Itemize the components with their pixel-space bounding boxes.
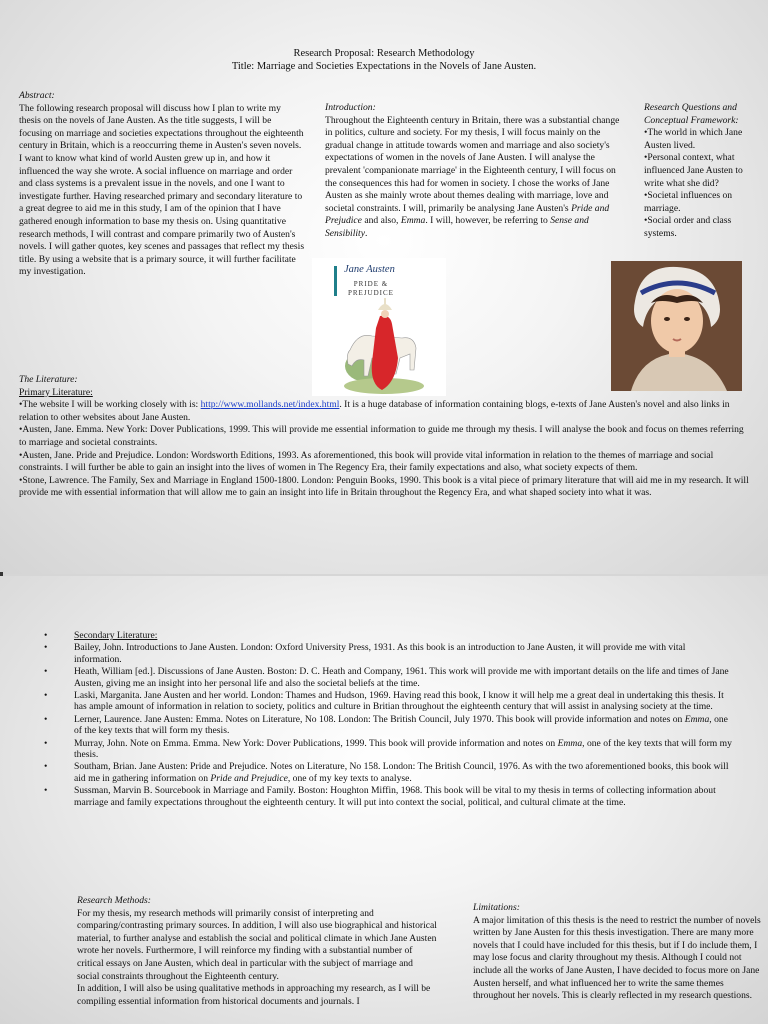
abstract-text: The following research proposal will discuss how I plan to write my thesis on the novels of Jane Austen. As the title suggests, I will be focusing on marriage and societies expectations throughout the eighteenth century in Britain, which is a reoccurring theme in Austen's seven novels. I want to know what kind of world Austen grew up in, and how it influenced the way she wrote. A social influence on marriage and order and class systems is a prevalent issue in the novels, and one I want to investigate further. Having researched primary and secondary literature to a great degree to aid me in this study, I am of the opinion that I have gathered enough information to base my thesis on. Using quantitative research methods, I will contrast and compare primarily two of Austen's novels. I will gather quotes, key scenes and passages that reflect my thesis title. By using a website that is a primary source, it will further facilitate my investigation. (19, 102, 305, 278)
introduction-heading: Introduction: (325, 102, 376, 113)
cover-author: Jane Austen (344, 264, 395, 275)
rq-item: •The world in which Jane Austen lived. (644, 127, 743, 151)
secondary-literature-item: • Murray, John. Note on Emma. Emma. New York: Dover Publications, 1999. This book will provide information and notes on Emma, one of the key texts that will form my thesis. (44, 738, 734, 761)
primary-literature-heading: Primary Literature: (19, 386, 93, 398)
secondary-literature-item: • Bailey, John. Introductions to Jane Austen. London: Oxford University Press, 1931. As this book is an introduction to Jane Austen, it will provide me with vital information. (44, 642, 734, 665)
secondary-literature-item: • Laski, Marganita. Jane Austen and her world. London: Thames and Hudson, 1969. Having read this book, I know it will help me a great deal in undertaking this thesis. It has ample amount of information in relation to society, politics and culture in Britian throughout the eighteenth century that will assist in analysing society at the time. (44, 690, 734, 713)
secondary-literature-item: • Lerner, Laurence. Jane Austen: Emma. Notes on Literature, No 108. London: The British Council, July 1970. This book will provide information and notes on Emma, one of the key texts that will form my thesis. (44, 714, 734, 737)
research-methods-text-2: In addition, I will also be using qualitative methods in approaching my research, as I will be compiling essential information from historical documents and journals. I (77, 983, 431, 1007)
primary-literature-item: •Austen, Jane. Pride and Prejudice. London: Wordsworth Editions, 1993. As aforementioned, this book will provide vital information in relation to the themes of marriage and social constraints. I will further be able to gain an insight into the lives of women in The Regency Era, their family expectations and also, what society expects of them. (19, 449, 714, 474)
primary-literature-item: •Stone, Lawrence. The Family, Sex and Marriage in England 1500-1800. London: Penguin Books, 1990. This book is a vital piece of primary literature that will aid me in my research. It will provide me with essential information that will allow me to gain an insight into life in Britain throughout the Regency Era, and what shaped society into what it was. (19, 474, 749, 499)
rq-item: •Societal influences on marriage. (644, 190, 733, 214)
secondary-literature-item: • Sussman, Marvin B. Sourcebook in Marriage and Family. Boston: Houghton Miffin, 1968. This book will be vital to my thesis in terms of collecting information about marriage and family expectations throughout the eighteenth century. It will put into context the social, political, and cultural climate at the time. (44, 785, 734, 808)
portrait-illustration (611, 261, 742, 391)
primary-literature-item: •Austen, Jane. Emma. New York: Dover Publications, 1999. This will provide me essential information to guide me through my thesis. I will analyse the book and focus on themes referring to marriage and societal constraints. (19, 424, 744, 448)
research-questions-section (644, 102, 762, 241)
research-methods-section (77, 895, 437, 1024)
abstract-section (19, 90, 305, 279)
secondary-literature-heading: • Secondary Literature: (44, 630, 734, 641)
research-methods-text-1: For my thesis, my research methods will primarily consist of interpreting and comparing/contrasting primary sources. In addition, I will also use biographical and historical material, to further analyse and establish the social and political climate in which Jane Austen wrote her novels. Furthermore, I will reinforce my finding with a substantial number of critical essays on Jane Austen, which deal in particular with the subject of marriage and social constraints throughout the Eighteenth century. (77, 907, 437, 982)
jane-austen-portrait-image (611, 261, 742, 391)
proposal-title (0, 47, 768, 73)
literature-heading: The Literature: (19, 374, 78, 385)
rq-item: •Social order and class systems. (644, 215, 732, 239)
limitations-text: A major limitation of this thesis is the need to restrict the number of novels written by Jane Austen for this thesis investigation. There are many more novels that I could have included for this thesis, but if I do include them, I may lose focus and clarity throughout my thesis. Although I could not include all the works of Jane Austen, I have decided to focus more on Jane Austen herself, and what influenced her to write the same themes throughout her novels. This is clearly reflected in my research questions. (473, 914, 761, 1002)
secondary-literature-list (44, 630, 734, 809)
research-methods-heading: Research Methods: (77, 895, 151, 906)
website-item: •The website I will be working closely with is: http://www.mollands.net/index.html. It is a huge database of information containing blogs, e-texts of Jane Austen's novel and also links in relation to other websites about Jane Austen. (19, 399, 730, 423)
introduction-text: Throughout the Eighteenth century in Britain, there was a substantial change in politics, culture and society. For my thesis, I will focus mainly on the gradual change in attitude towards women and marriage and also society's expectations of women in the novels of Jane Austen. I will analyse the prevalent 'companionate marriage' in the Eighteenth century, I will focus on the consequences this had for women in society. I chose the works of Jane Austen as she mainly wrote about themes dealing with marriage, love and societal constraints. I will, primarily be analysing Jane Austen's Pride and Prejudice and also, Emma. I will, however, be referring to Sense and Sensibility. (325, 114, 620, 239)
mollands-link[interactable]: http://www.mollands.net/index.html (200, 399, 340, 411)
literature-section (19, 374, 749, 500)
title-line-1: Research Proposal: Research Methodology (293, 48, 475, 59)
limitations-heading: Limitations: (473, 902, 520, 913)
research-questions-heading: Research Questions and Conceptual Framework: (644, 102, 739, 126)
secondary-literature-item: • Southam, Brian. Jane Austen: Pride and Prejudice. Notes on Literature, No 158. London: The British Council, 1976. As with the two aforementioned books, this book will aid me in gathering information on Pride and Prejudice, one of my key texts to analyse. (44, 761, 734, 784)
cover-title: PRIDE & PREJUDICE (348, 280, 394, 297)
secondary-literature-item: • Heath, William [ed.]. Discussions of Jane Austen. Boston: D. C. Heath and Company, 1961. This work will provide me with important details on the life and times of Jane Austen, giving me an insight into her personal life and also the societal beliefs at the time. (44, 666, 734, 689)
abstract-heading: Abstract: (19, 90, 55, 101)
title-line-2: Title: Marriage and Societies Expectations in the Novels of Jane Austen. (231, 61, 537, 72)
limitations-section (473, 902, 765, 1003)
rq-item: •Personal context, what influenced Jane Austen to write what she did? (644, 152, 743, 189)
introduction-section (325, 102, 628, 241)
